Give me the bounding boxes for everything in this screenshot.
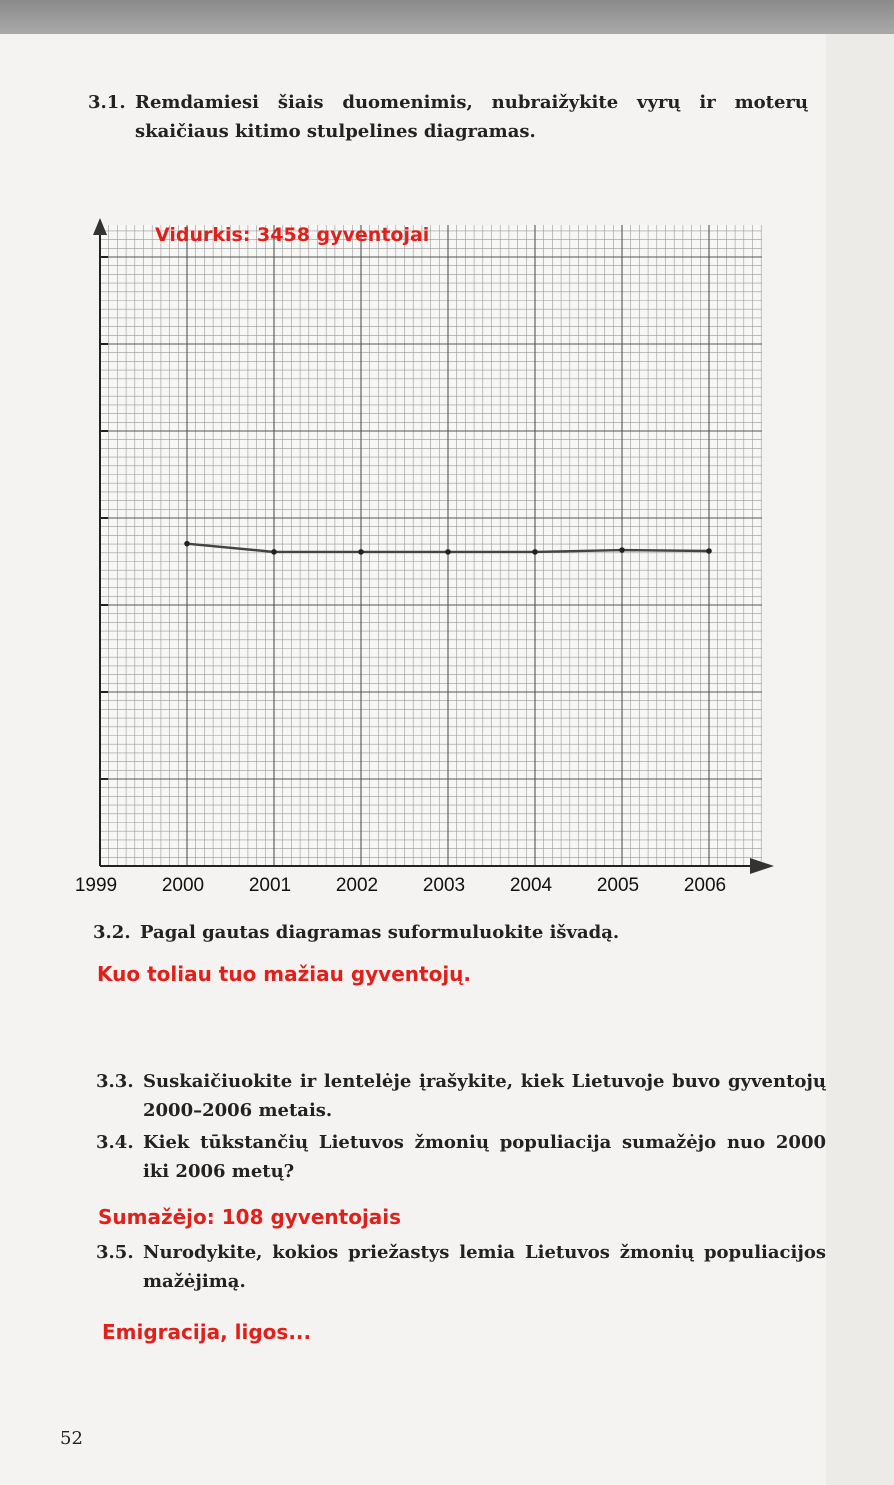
page-number: 52 (60, 1428, 83, 1449)
data-point (184, 541, 190, 547)
x-tick-label: 1999 (74, 875, 118, 896)
task-text: Nurodykite, kokios priežastys lemia Lietuvos žmonių populiacijos mažėjimą. (143, 1242, 826, 1292)
x-tick-label: 2006 (683, 875, 727, 896)
x-tick-label: 2005 (596, 875, 640, 896)
x-tick-label: 2001 (248, 875, 292, 896)
task-number: 3.2. (93, 922, 131, 943)
task-3-2 (93, 918, 813, 948)
task-text: Pagal gautas diagramas suformuluokite išvadą. (140, 922, 620, 943)
x-tick-label: 2002 (335, 875, 379, 896)
data-point (619, 547, 625, 553)
data-point (706, 548, 712, 554)
task-number: 3.5. (96, 1242, 134, 1263)
task-number: 3.1. (88, 92, 126, 113)
x-tick-label: 2004 (509, 875, 553, 896)
data-point (532, 549, 538, 555)
data-point (445, 549, 451, 555)
chart-annotation: Vidurkis: 3458 gyventojai (155, 224, 430, 246)
task-3-5 (96, 1238, 826, 1298)
task-text: Suskaičiuokite ir lentelėje įrašykite, kiek Lietuvoje buvo gyventojų 2000–2006 metais. (143, 1071, 826, 1121)
answer-3-2: Kuo toliau tuo mažiau gyventojų. (97, 962, 472, 986)
task-text: Remdamiesi šiais duomenimis, nubraižykite vyrų ir moterų skaičiaus kitimo stulpelines diagramas. (135, 92, 808, 142)
task-3-4 (96, 1128, 826, 1188)
x-axis-labels (75, 875, 726, 896)
data-point (358, 549, 364, 555)
answer-3-5: Emigracija, ligos... (102, 1320, 312, 1344)
task-3-3 (96, 1067, 826, 1127)
x-tick-label: 2003 (422, 875, 466, 896)
answer-3-4: Sumažėjo: 108 gyventojais (98, 1205, 402, 1229)
data-point (271, 549, 277, 555)
task-number: 3.4. (96, 1132, 134, 1153)
task-number: 3.3. (96, 1071, 134, 1092)
task-text: Kiek tūkstančių Lietuvos žmonių populiacija sumažėjo nuo 2000 iki 2006 metų? (143, 1132, 826, 1182)
x-tick-label: 2000 (161, 875, 205, 896)
